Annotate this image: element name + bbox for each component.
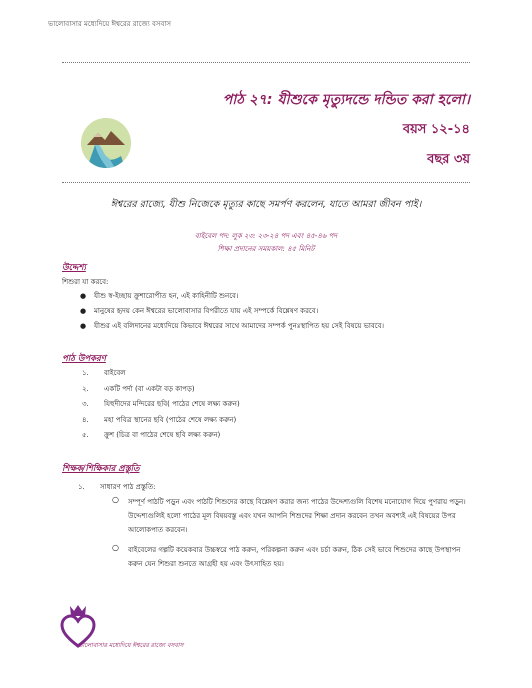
middle-divider	[62, 182, 470, 183]
bible-reference: বাইবেল পদ: লুক ২৩: ২৩-২৪ পদ এবং ৪৫-৪৬ পদ	[194, 232, 338, 240]
objectives-list	[80, 289, 470, 334]
material-text: যিহুদীদের মন্দিরের ছবি( পাঠের শেষে লক্ষ্য করুন)	[104, 400, 240, 408]
material-number: ৫.	[82, 431, 89, 439]
material-number: ৩.	[82, 400, 89, 408]
preparation-sub-text: সম্পূর্ণ পাঠটি পড়ুন এবং পাঠটি শিশুদের কাছে বিশ্লেষণ করার জন্য পাঠের উদ্দেশ্যগুলি বিশেষ মনোযোগ দিয়ে পুণরায় পড়ুন। উদ্দেশ্যগুলিই হলো পাঠের মূল বিষয়বস্তু এবং যখন আপনি শিশুদের শিক্ষা প্রদান করবেন তখন অবশ্যই এই বিষয়ের উপর আলোকপাত করবেন।	[128, 498, 466, 534]
preparation-sub-text: বাইবেলের গল্পটি কয়েকবার উচ্চস্বরে পাঠ করুন, পরিকল্পনা করুন এবং চর্চা করুন, ঠিক সেই ভাবে শিশুদের কাছে উপস্থাপন করুন যেন শিশুরা শুনতে আগ্রহী হয় এবং উৎসাহিত হয়।	[128, 546, 461, 568]
objectives-heading: উদ্দেশ্য	[62, 263, 86, 273]
objective-item: ● যীশু স্ব-ইচ্ছায় ক্রুশারোপীত হন, এই কাহিনীটি শুনবে।	[80, 289, 470, 304]
material-item	[82, 366, 462, 382]
material-number: ১.	[82, 369, 89, 377]
material-text: বাইবেল	[104, 369, 126, 377]
material-number: ২.	[82, 384, 89, 393]
material-item	[82, 413, 462, 429]
material-item	[82, 397, 462, 413]
teaching-time: শিক্ষা প্রদানের সময়কাল: ৪৫ মিনিট	[217, 245, 315, 253]
preparation-label: সাধারণ পাঠ প্রস্তুতি:	[100, 483, 156, 491]
material-text: মহা পবিত্র স্থানের ছবি (পাঠের শেষে লক্ষ্য করুন)	[104, 415, 237, 424]
objectives-lead: শিশুরা যা করবে:	[62, 278, 109, 286]
mountain-badge-icon	[81, 118, 131, 168]
key-verse: ঈশ্বরের রাজ্যে, যীশু নিজেকে মৃত্যুর কাছে সমর্পণ করলেন, যাতে আমরা জীবন পাই।	[110, 199, 422, 210]
material-item	[82, 382, 462, 398]
year-label: বছর ৩য়	[427, 152, 470, 167]
material-item	[82, 428, 462, 444]
material-text: একটি পর্দা (বা একটা বড় কাপড়)	[104, 384, 195, 393]
hollow-bullet-icon: ○	[112, 495, 119, 504]
preparation-heading: শিক্ষক/শিক্ষিকার প্রস্তুতি	[62, 464, 140, 474]
hollow-bullet-icon: ○	[112, 543, 119, 552]
objective-item: ● মানুষের হৃদয় কেন ঈশ্বরের ভালোবাসার বিপরীতে যায় এই সম্পর্কে বিশ্লেষণ করবে।	[80, 304, 470, 319]
materials-list	[82, 366, 462, 444]
materials-heading: পাঠ উপকরণ	[62, 354, 106, 364]
running-header: ভালোবাসার মধ্যেদিয়ে ঈশ্বরের রাজ্যে বসবাস	[48, 20, 172, 28]
lesson-title: পাঠ ২৭: যীশুকে মৃত্যুদন্ডে দন্ডিত করা হলো।	[222, 92, 470, 108]
top-divider	[62, 62, 470, 63]
age-range: বয়স ১২-১৪	[402, 122, 470, 137]
material-text: ক্রুশ (চিত্র বা পাঠের শেষে ছবি লক্ষ্য করুন)	[104, 431, 221, 439]
footer-text: ভালোবাসার মধ্যেদিয়ে ঈশ্বরের রাজ্যে বসবাস	[78, 642, 184, 649]
material-number: ৪.	[82, 415, 89, 424]
objective-item: ● যীশুর এই বলিদানের মধ্যেদিয়ে কিভাবে ঈশ্বরের সাথে আমাদের সম্পর্ক পুনঃস্থাপিত হয় সেই বিষয়ে ভাববে।	[80, 319, 470, 334]
preparation-number: ১.	[78, 483, 85, 491]
